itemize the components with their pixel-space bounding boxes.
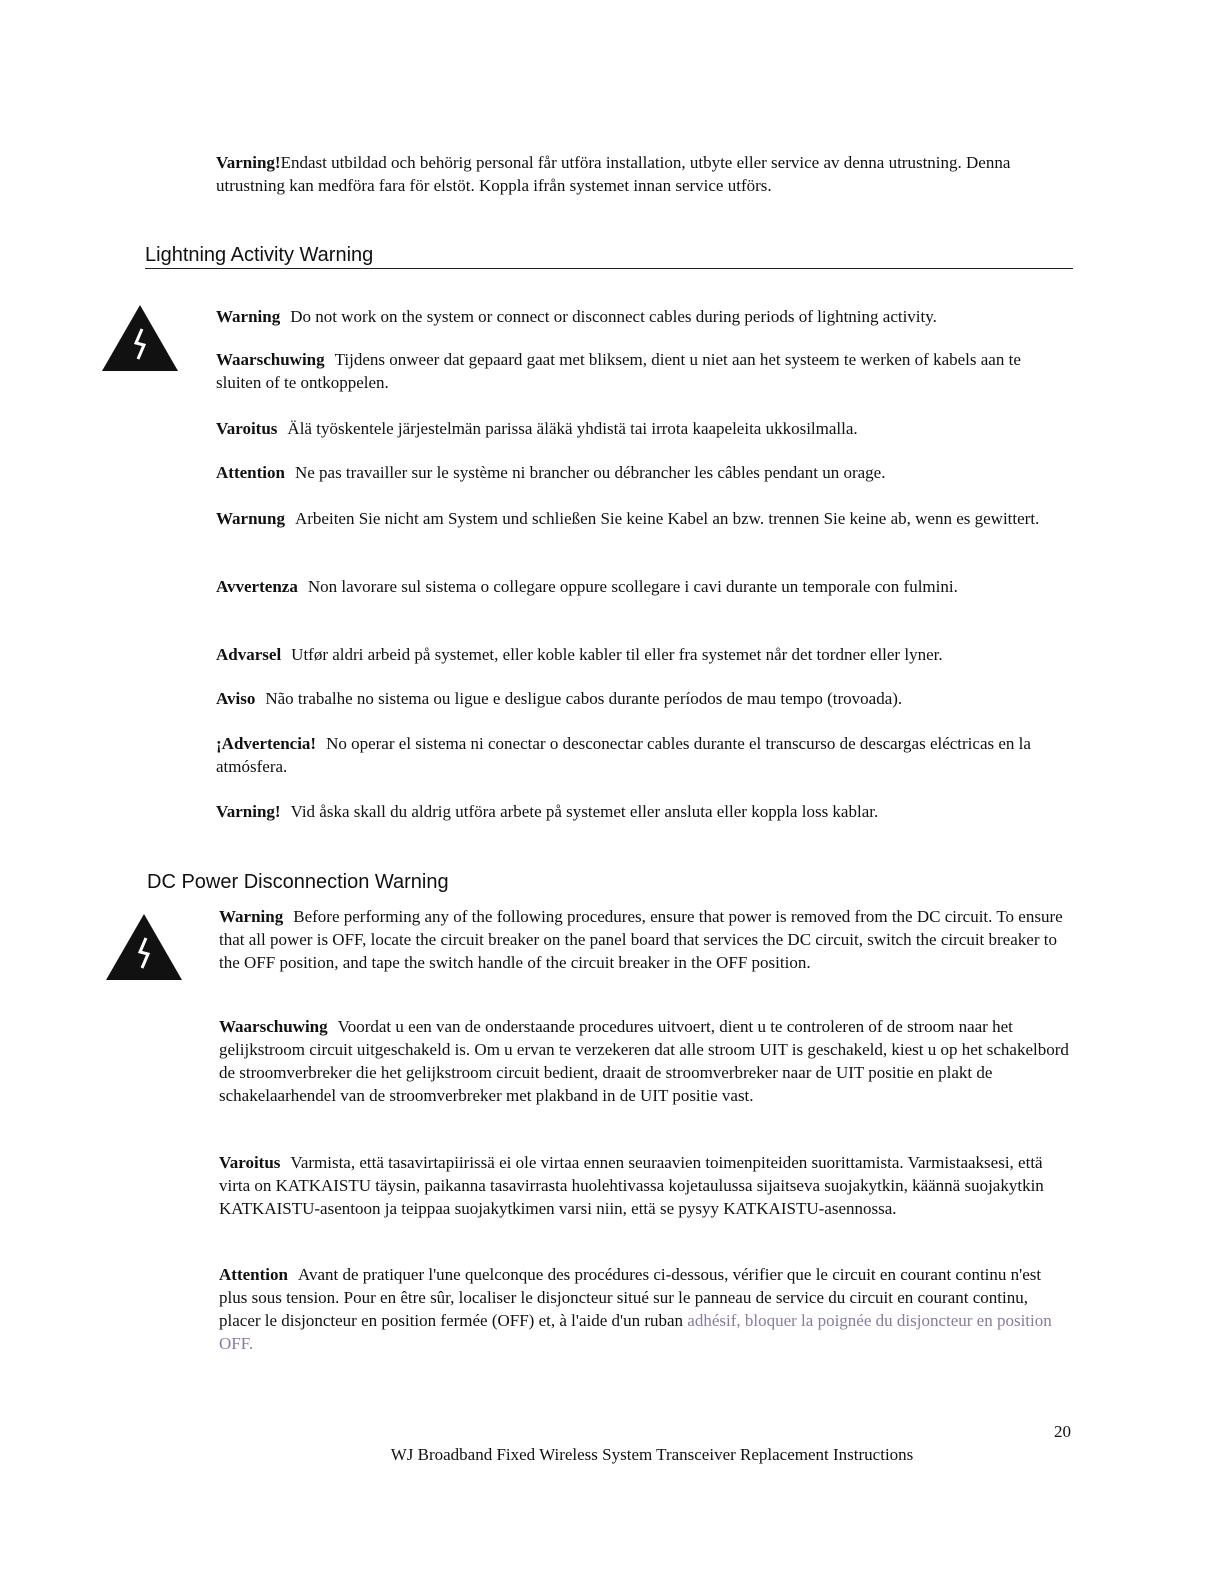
warning-label: Advarsel [216,645,282,664]
warning-text: Arbeiten Sie nicht am System und schließen Sie keine Kabel an bzw. trennen Sie keine ab, wenn es gewittert. [294,509,1040,528]
warning-label: Varning! [216,153,281,172]
intro-warning [216,151,1026,197]
lightning-warning-en [216,305,1076,328]
warning-text: Before performing any of the following procedures, ensure that power is removed from the DC circuit. To ensure that all power is OFF, locate the circuit breaker on the panel board that services the DC circuit, switch the circuit breaker to the OFF position, and tape the switch handle of the circuit breaker in the OFF position. [219,907,1063,972]
warning-label: Varning! [216,802,281,821]
warning-text-faded: adhésif, bloquer la poignée du disjoncteur en position OFF. [219,1311,1052,1353]
lightning-warning-de [216,507,1056,530]
dc-warning-fi [219,1151,1074,1220]
lightning-warning-nl [216,348,1066,394]
warning-text: Endast utbildad och behörig personal får utföra installation, utbyte eller service av denna utrustning. Denna utrustning kan medföra fara för elstöt. Koppla ifrån systemet innan service utförs. [216,153,1011,195]
warning-text: No operar el sistema ni conectar o desconectar cables durante el transcurso de descargas eléctricas en la atmósfera. [216,734,1031,776]
lightning-warning-es [216,732,1076,778]
warning-label: Waarschuwing [219,1017,328,1036]
dc-warning-en [219,905,1069,974]
lightning-warning-pt [216,687,1076,710]
warning-text: Ne pas travailler sur le système ni brancher ou débrancher les câbles pendant un orage. [294,463,886,482]
lightning-warning-fr [216,461,1076,484]
section-divider [145,268,1073,269]
lightning-warning-no [216,643,1086,666]
page-number: 20 [1054,1422,1071,1441]
warning-triangle-icon [104,912,184,982]
warning-text: Não trabalhe no sistema ou ligue e desligue cabos durante períodos de mau tempo (trovoada). [265,689,903,708]
warning-triangle-icon [100,303,180,373]
warning-text: Do not work on the system or connect or disconnect cables during periods of lightning activity. [290,307,937,326]
warning-label: Avvertenza [216,577,298,596]
warning-text: Tijdens onweer dat gepaard gaat met bliksem, dient u niet aan het systeem te werken of kabels aan te sluiten of te ontkoppelen. [216,350,1021,392]
warning-text: Voordat u een van de onderstaande procedures uitvoert, dient u te controleren of de stroom naar het gelijkstroom circuit uitgeschakeld is. Om u ervan te verzekeren dat alle stroom UIT is geschakeld, kiest u op het schakelbord de stroomverbreker die het gelijkstroom circuit bedient, draait de stroomverbreker naar de UIT positie en plakt de schakelaarhendel van de stroomverbreker met plakband in de UIT positie vast. [219,1017,1069,1105]
warning-text: Varmista, että tasavirtapiirissä ei ole virtaa ennen seuraavien toimenpiteiden suorittamista. Varmistaaksesi, että virta on KATKAISTU täysin, paikanna tasavirrasta huolehtivassa kojetaulussa sijaitseva suojakytkin, käännä suojakytkin KATKAISTU-asentoon ja teippaa suojakytkimen varsi niin, että se pysyy KATKAISTU-asennossa. [219,1153,1044,1218]
lightning-warning-it [216,575,1046,598]
section-heading-lightning: Lightning Activity Warning [145,244,374,266]
section-heading-dc: DC Power Disconnection Warning [147,871,449,893]
dc-warning-fr [219,1263,1069,1355]
warning-label: Waarschuwing [216,350,325,369]
warning-text: Vid åska skall du aldrig utföra arbete på systemet eller ansluta eller koppla loss kablar. [290,802,879,821]
lightning-warning-fi [216,417,1076,440]
warning-label: Warning [216,307,281,326]
warning-label: ¡Advertencia! [216,734,317,753]
warning-label: Warnung [216,509,285,528]
dc-warning-nl [219,1015,1074,1107]
warning-text: Älä työskentele järjestelmän parissa äläkä yhdistä tai irrota kaapeleita ukkosilmalla. [287,419,858,438]
lightning-warning-sv [216,800,1076,823]
warning-text: Non lavorare sul sistema o collegare oppure scollegare i cavi durante un temporale con fulmini. [307,577,958,596]
warning-text: Utfør aldri arbeid på systemet, eller koble kabler til eller fra systemet når det tordner eller lyner. [291,645,943,664]
warning-text: Avant de pratiquer l'une quelconque des procédures ci-dessous, vérifier que le circuit en courant continu n'est plus sous tension. Pour en être sûr, localiser le disjoncteur situé sur le panneau de service du circuit en courant continu, placer le disjoncteur en position fermée (OFF) et, à l'aide d'un ruban [219,1265,1042,1330]
warning-label: Aviso [216,689,256,708]
warning-label: Varoitus [216,419,278,438]
warning-label: Attention [216,463,285,482]
footer-title: WJ Broadband Fixed Wireless System Transceiver Replacement Instructions [390,1445,914,1464]
warning-label: Warning [219,907,284,926]
warning-label: Varoitus [219,1153,281,1172]
warning-label: Attention [219,1265,288,1284]
